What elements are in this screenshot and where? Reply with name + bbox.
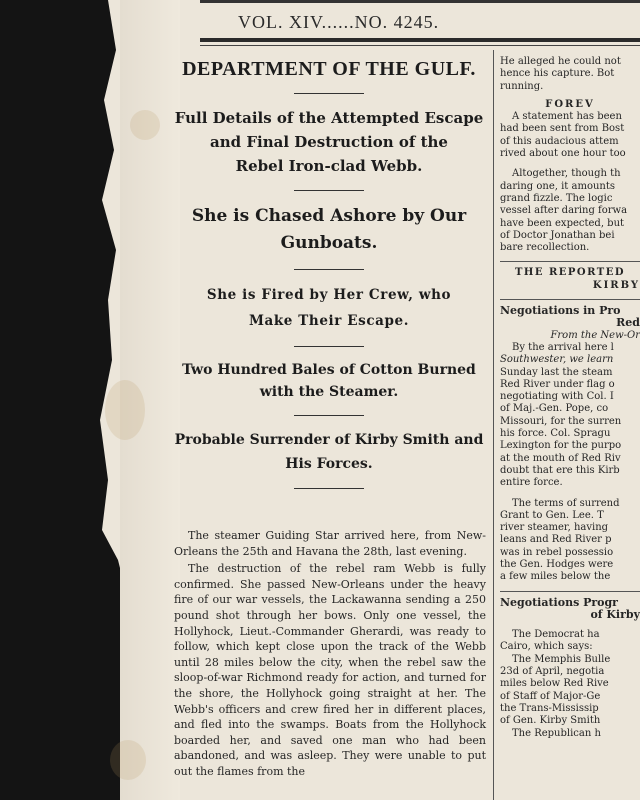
paper-stain bbox=[110, 740, 146, 780]
headline-divider bbox=[294, 346, 364, 347]
deck-5: Probable Surrender of Kirby Smith and His Forces. bbox=[174, 432, 484, 472]
masthead-rule-thin bbox=[200, 45, 640, 46]
masthead-rule bbox=[200, 38, 640, 42]
article-paragraph: The destruction of the rebel ram Webb is fully confirmed. She passed New-Orleans under the heavy fire of our war vessels, the Lackawanna sending a 250 pound shot through her bows. Only one vessel, the Hollyhock, Lieut.-Commander Gherardi, was ready to follow, which kept close upon the track of the Webb until 28 miles below the city, when the rebel saw the sloop-of-war Richmond ready for action, and turned for the shore, the Hollyhock going straight at her. The Webb's officers and crew fired her in different places, and fled into the swamps. Boats from the Hollyhock boarded her, and saved one man who had been abandoned, and was asleep. They were unable to put out the flames from the bbox=[174, 562, 486, 778]
column-rule bbox=[500, 261, 640, 262]
article-body bbox=[174, 528, 486, 780]
subhead: Negotiations in Pro bbox=[500, 305, 621, 318]
headline-divider bbox=[294, 93, 364, 94]
subhead: Negotiations Progr bbox=[500, 596, 618, 609]
article-paragraph: The steamer Guiding Star arrived here, from New-Orleans the 25th and Havana the 28th, last evening. bbox=[174, 529, 486, 558]
masthead-top-rule bbox=[200, 0, 640, 3]
main-headline: DEPARTMENT OF THE GULF. bbox=[182, 58, 476, 80]
headline-column bbox=[168, 50, 490, 501]
dateline: From the New-Or bbox=[550, 329, 640, 341]
volume-number: VOL. XIV......NO. 4245. bbox=[238, 12, 440, 32]
paper-stain bbox=[105, 380, 145, 440]
headline-divider bbox=[294, 269, 364, 270]
deck-1: Full Details of the Attempted Escape and Final Destruction of the Rebel Iron-clad Webb. bbox=[174, 109, 484, 175]
section-headline: THE REPORTED bbox=[514, 267, 626, 279]
headline-divider bbox=[294, 415, 364, 416]
right-column: He alleged he could not hence his capture. Bot running. FOREV A statement has been had been sent from Bost of this audacious attem rived about one hour too Altogether, though th daring one, it amounts grand fizzle. The logic vessel after daring forwa have been expected, but of Doctor Jonathan bei bare recollection. THE REPORTED KIRBY Negotiations in Pro Red From the New-Or By the arrival here l Southwester, we learn Sunday last the steam Red River under flag o negotiating with Col. I of Maj.-Gen. Pope, co Missouri, for the surren his force. Col. Spragu Lexington for the purpo at the mouth of Red Riv doubt that ere this Kirb entire force. The terms of surrend Grant to Gen. Lee. T river steamer, having leans and Red River p was in rebel possessio the Gen. Hodges were a few miles below the Negotiations Progr of Kirby The Democrat ha Cairo, which says: The Memphis Bulle 23d of April, negotia miles below Red Rive of Staff of Major-Ge the Trans-Mississip of Gen. Kirby Smith The Republican h bbox=[500, 56, 640, 739]
column-rule bbox=[500, 299, 640, 300]
paper-stain bbox=[130, 110, 160, 140]
headline-divider bbox=[294, 488, 364, 489]
deck-4: Two Hundred Bales of Cotton Burned with the Steamer. bbox=[182, 362, 476, 400]
subhead: FOREV bbox=[545, 98, 595, 110]
deck-2: She is Chased Ashore by Our Gunboats. bbox=[191, 206, 467, 253]
headline-divider bbox=[294, 190, 364, 191]
deck-3: She is Fired by Her Crew, who Make Their Escape. bbox=[206, 287, 452, 329]
column-rule bbox=[500, 591, 640, 592]
column-divider bbox=[493, 50, 494, 800]
